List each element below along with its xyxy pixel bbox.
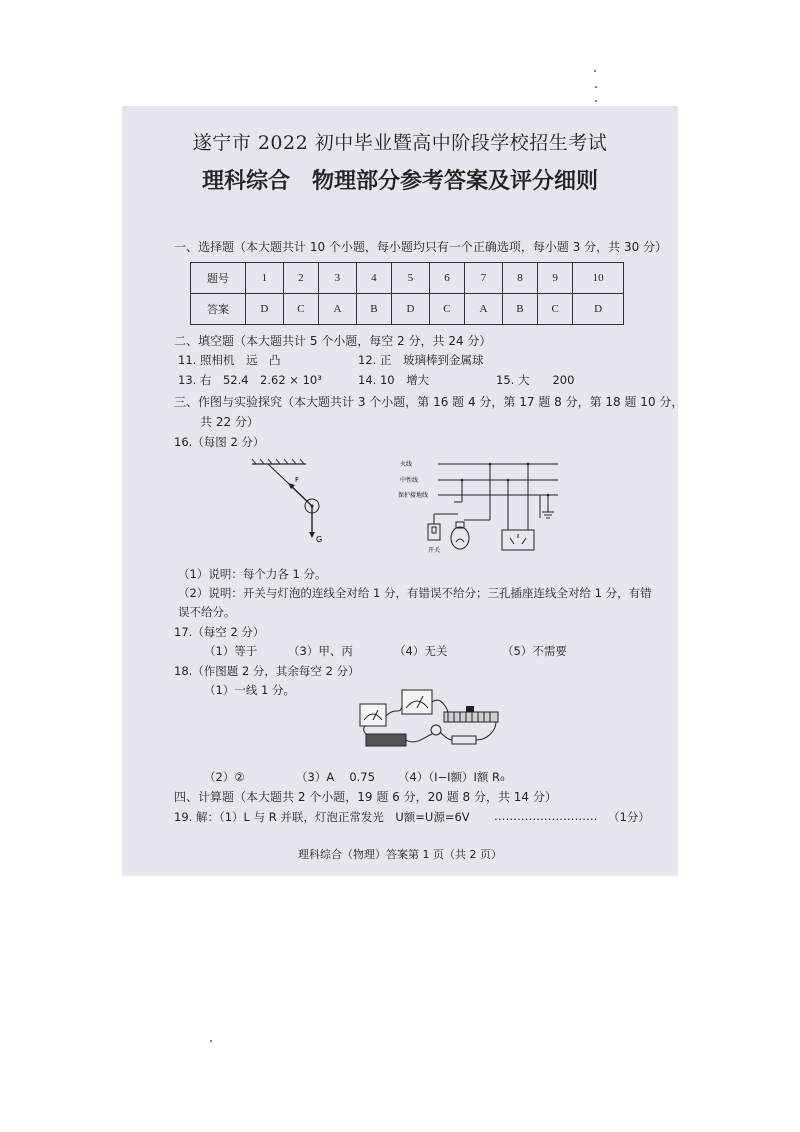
row-label: 答案 bbox=[191, 294, 246, 325]
note-16-1: （1）说明：每个力各 1 分。 bbox=[178, 567, 327, 581]
question-number: 6 bbox=[429, 263, 464, 294]
answer-q19: 19. 解：（1）L 与 R 并联，灯泡正常发光 U额=U源=6V bbox=[174, 810, 470, 824]
question-number: 9 bbox=[538, 263, 573, 294]
q17-label: 17.（每空 2 分） bbox=[174, 625, 265, 639]
score-leader-dots: ……………………… bbox=[494, 809, 598, 823]
q17-answer-5: （5）不需要 bbox=[502, 644, 567, 658]
answer-q15: 15. 大 200 bbox=[496, 373, 575, 387]
question-number: 8 bbox=[502, 263, 537, 294]
answer-cell: B bbox=[356, 294, 391, 325]
switch-icon bbox=[428, 524, 440, 540]
lamp-icon bbox=[431, 725, 441, 735]
q18-answer-4: （4）（I−I额）I额 R₀ bbox=[398, 770, 505, 784]
answer-sheet-scan bbox=[122, 106, 684, 876]
section4-heading: 四、计算题（本大题共 2 个小题，19 题 6 分，20 题 8 分，共 14 分） bbox=[174, 790, 557, 804]
answer-cell: D bbox=[392, 294, 430, 325]
rheostat-icon bbox=[444, 706, 498, 722]
switch-label: 开关 bbox=[428, 547, 441, 554]
answer-cell: C bbox=[283, 294, 318, 325]
note-16-2-cont: 误不给分。 bbox=[178, 605, 236, 619]
exam-title: 遂宁市 2022 初中毕业暨高中阶段学校招生考试 bbox=[192, 132, 608, 154]
question-number: 10 bbox=[573, 263, 624, 294]
neutral-wire-label: 中性线 bbox=[400, 477, 419, 484]
answer-q11: 11. 照相机 远 凸 bbox=[178, 353, 281, 367]
force-g-label: G bbox=[316, 535, 323, 544]
q17-answer-4: （4）无关 bbox=[394, 644, 448, 658]
answer-cell: C bbox=[538, 294, 573, 325]
q18-label: 18.（作图题 2 分，其余每空 2 分） bbox=[174, 664, 360, 678]
page-footer: 理科综合（物理）答案第 1 页（共 2 页） bbox=[298, 848, 502, 861]
exam-subtitle: 理科综合 物理部分参考答案及评分细则 bbox=[201, 168, 598, 194]
three-hole-socket-icon bbox=[502, 530, 534, 550]
answer-cell: C bbox=[429, 294, 464, 325]
question-number: 4 bbox=[356, 263, 391, 294]
stray-mark bbox=[595, 100, 597, 102]
battery-icon bbox=[366, 734, 406, 746]
score-note: （1分） bbox=[608, 810, 650, 824]
answer-cell: B bbox=[502, 294, 537, 325]
section3-heading-cont: 共 22 分） bbox=[200, 415, 259, 429]
section3-heading: 三、作图与实验探究（本大题共计 3 个小题，第 16 题 4 分，第 17 题 8 分，第 18 题 10 分， bbox=[174, 395, 684, 409]
force-f-label: F bbox=[295, 476, 300, 484]
experiment-apparatus-diagram bbox=[356, 686, 502, 752]
section2-heading: 二、填空题（本大题共计 5 个小题，每空 2 分，共 24 分） bbox=[174, 334, 492, 348]
q18-answer-3: （3）A 0.75 bbox=[296, 770, 375, 784]
table-row bbox=[191, 263, 624, 294]
stray-mark bbox=[594, 70, 596, 72]
answer-q14: 14. 10 增大 bbox=[358, 373, 430, 387]
force-diagram bbox=[246, 458, 346, 550]
answer-cell: D bbox=[246, 294, 284, 325]
live-wire-label: 火线 bbox=[400, 461, 413, 468]
question-number: 1 bbox=[246, 263, 284, 294]
section1-heading: 一、选择题（本大题共计 10 个小题，每小题均只有一个正确选项，每小题 3 分，共 30 分） bbox=[174, 240, 668, 254]
voltmeter-icon bbox=[402, 690, 432, 714]
choice-answer-table bbox=[190, 262, 624, 325]
ammeter-icon bbox=[360, 704, 386, 726]
note-16-2: （2）说明：开关与灯泡的连线全对给 1 分，有错误不给分；三孔插座连线全对给 1 分，有错 bbox=[178, 586, 652, 600]
answer-cell: A bbox=[465, 294, 503, 325]
answer-cell: A bbox=[319, 294, 357, 325]
answer-q13: 13. 右 52.4 2.62 × 10³ bbox=[178, 373, 322, 387]
row-label: 题号 bbox=[191, 263, 246, 294]
household-circuit-diagram bbox=[398, 458, 568, 558]
question-number: 5 bbox=[392, 263, 430, 294]
stray-mark bbox=[210, 1040, 212, 1042]
question-number: 2 bbox=[283, 263, 318, 294]
switch-icon bbox=[452, 736, 476, 744]
q17-answer-1: （1）等于 bbox=[204, 644, 258, 658]
question-number: 3 bbox=[319, 263, 357, 294]
q18-answer-2: （2）② bbox=[204, 770, 245, 784]
answer-cell: D bbox=[573, 294, 624, 325]
table-row bbox=[191, 294, 624, 325]
answer-q12: 12. 正 玻璃棒到金属球 bbox=[358, 353, 484, 367]
light-bulb-icon bbox=[451, 522, 469, 549]
q17-answer-3: （3）甲、丙 bbox=[288, 644, 353, 658]
stray-mark bbox=[595, 86, 597, 88]
ground-wire-label: 保护接地线 bbox=[398, 492, 429, 499]
q16-label: 16.（每图 2 分） bbox=[174, 435, 265, 449]
question-number: 7 bbox=[465, 263, 503, 294]
q18-answer-1: （1）一线 1 分。 bbox=[204, 683, 295, 697]
